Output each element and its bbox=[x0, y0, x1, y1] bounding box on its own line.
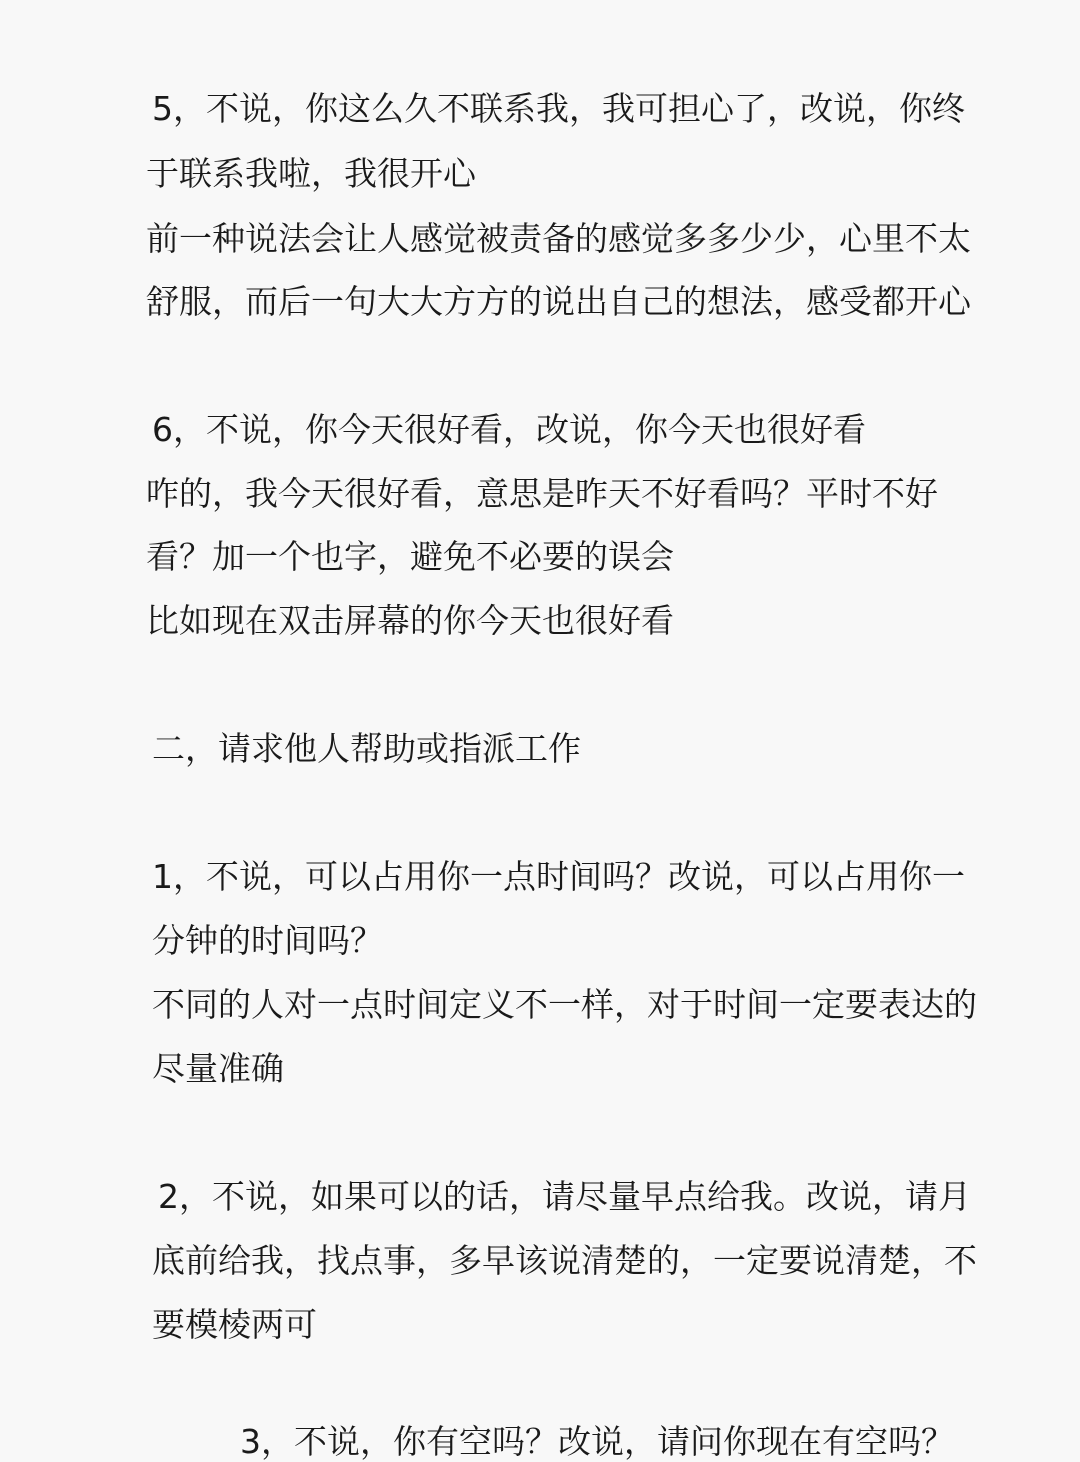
text-line-13: 尽量准确 bbox=[152, 1049, 284, 1088]
text-line-12: 不同的人对一点时间定义不一样，对于时间一定要表达的 bbox=[152, 985, 977, 1024]
text-line-15: 底前给我，找点事，多早该说清楚的，一定要说清楚，不 bbox=[152, 1241, 977, 1280]
text-line-4: 舒服，而后一句大大方方的说出自己的想法，感受都开心 bbox=[146, 282, 971, 321]
text-line-10: 1，不说，可以占用你一点时间吗？改说，可以占用你一 bbox=[152, 857, 965, 896]
text-line-5: 6，不说，你今天很好看，改说，你今天也很好看 bbox=[152, 410, 866, 449]
text-line-8: 比如现在双击屏幕的你今天也很好看 bbox=[146, 601, 674, 640]
section-heading: 二，请求他人帮助或指派工作 bbox=[152, 729, 581, 768]
text-line-14: 2，不说，如果可以的话，请尽量早点给我。改说，请月 bbox=[158, 1177, 971, 1216]
text-line-1: 5，不说，你这么久不联系我，我可担心了，改说，你终 bbox=[152, 89, 965, 128]
cut-off-text-line: 3，不说，你有空吗？改说，请问你现在有空吗？ bbox=[240, 1422, 954, 1461]
text-line-2: 于联系我啦，我很开心 bbox=[146, 154, 476, 193]
text-line-3: 前一种说法会让人感觉被责备的感觉多多少少，心里不太 bbox=[146, 219, 971, 258]
text-line-16: 要模棱两可 bbox=[152, 1305, 317, 1344]
text-line-11: 分钟的时间吗？ bbox=[152, 921, 383, 960]
text-line-6: 咋的，我今天很好看，意思是昨天不好看吗？平时不好 bbox=[146, 474, 938, 513]
text-line-7: 看？加一个也字，避免不必要的误会 bbox=[146, 537, 674, 576]
